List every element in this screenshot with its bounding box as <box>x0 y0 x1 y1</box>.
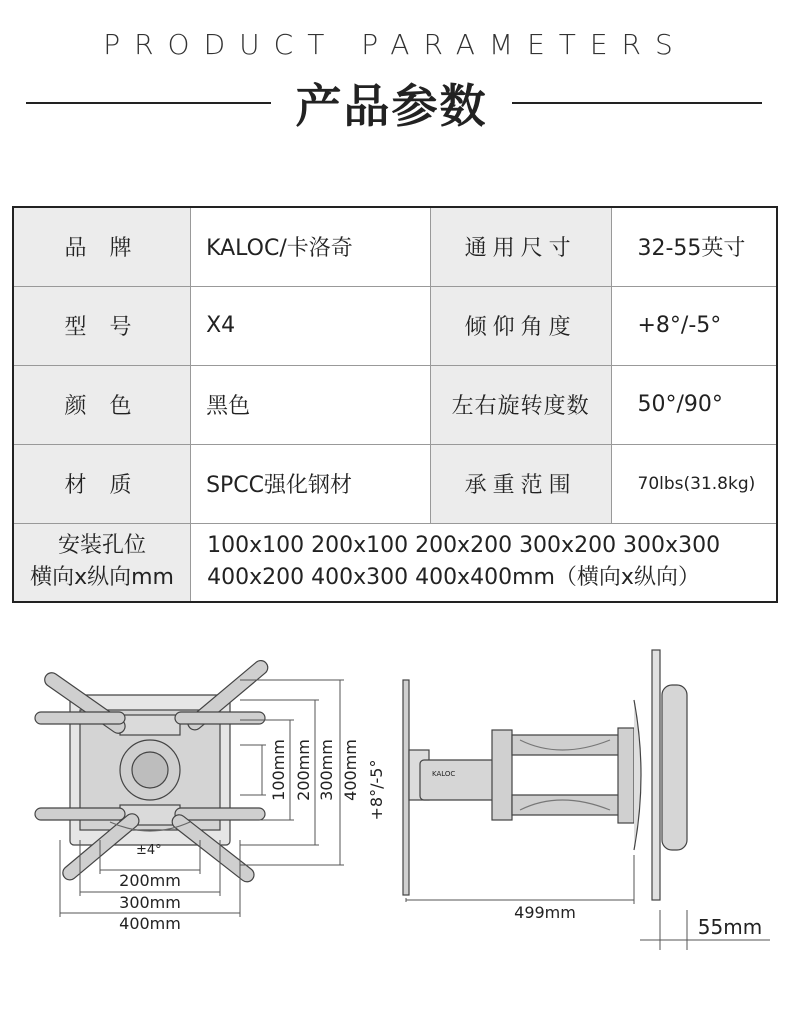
spec-label-holes-line1: 安装孔位 <box>58 533 147 559</box>
table-row <box>13 365 777 444</box>
header-english-title: PRODUCT PARAMETERS <box>103 28 687 61</box>
side-brand-mark: KALOC <box>432 770 456 778</box>
front-v-dim-100: 100mm <box>269 739 288 801</box>
header-divider-right <box>512 102 762 104</box>
spec-value-color: 黑色 <box>191 365 431 444</box>
table-row <box>13 286 777 365</box>
header-chinese-title: 产品参数 <box>295 79 488 133</box>
spec-value-size: 32-55英寸 <box>611 207 777 286</box>
spec-label-size: 通用尺寸 <box>430 207 611 286</box>
spec-value-holes-line1: 100x100 200x100 200x200 300x200 300x300 <box>207 533 721 559</box>
spec-value-model: X4 <box>191 286 431 365</box>
spec-label-color: 颜 色 <box>13 365 191 444</box>
spec-value-tilt: +8°/-5° <box>611 286 777 365</box>
side-extension-label: 499mm <box>514 903 576 922</box>
dimension-diagrams <box>0 640 790 970</box>
spec-label-tilt: 倾仰角度 <box>430 286 611 365</box>
side-tilt-label: +8°/-5° <box>367 759 386 821</box>
header-title-row <box>0 70 790 133</box>
table-row <box>13 523 777 602</box>
spec-value-brand: KALOC/卡洛奇 <box>191 207 431 286</box>
spec-label-holes-line2: 横向x纵向mm <box>30 565 174 591</box>
side-depth-label: 55mm <box>697 915 763 939</box>
spec-value-material: SPCC强化钢材 <box>191 444 431 523</box>
front-h-dim-300: 300mm <box>119 893 181 912</box>
front-h-dim-400: 400mm <box>119 914 181 933</box>
spec-label-load: 承重范围 <box>430 444 611 523</box>
spec-label-brand: 品 牌 <box>13 207 191 286</box>
front-h-dim-200: 200mm <box>119 871 181 890</box>
spec-label-material: 材 质 <box>13 444 191 523</box>
spec-value-holes <box>191 523 777 602</box>
table-row <box>13 444 777 523</box>
spec-label-swivel: 左右旋转度数 <box>430 365 611 444</box>
spec-value-load: 70lbs(31.8kg) <box>611 444 777 523</box>
header-divider-left <box>26 102 271 104</box>
spec-label-model: 型 号 <box>13 286 191 365</box>
table-row <box>13 207 777 286</box>
spec-table <box>12 206 778 603</box>
spec-value-swivel: 50°/90° <box>611 365 777 444</box>
spec-label-holes <box>13 523 191 602</box>
dimension-drawing <box>0 640 790 970</box>
front-angle-label: ±4° <box>136 843 162 858</box>
spec-value-holes-line2: 400x200 400x300 400x400mm（横向x纵向） <box>207 565 700 591</box>
front-v-dim-300: 300mm <box>317 739 336 801</box>
front-v-dim-200: 200mm <box>294 739 313 801</box>
front-v-dim-400: 400mm <box>341 739 360 801</box>
